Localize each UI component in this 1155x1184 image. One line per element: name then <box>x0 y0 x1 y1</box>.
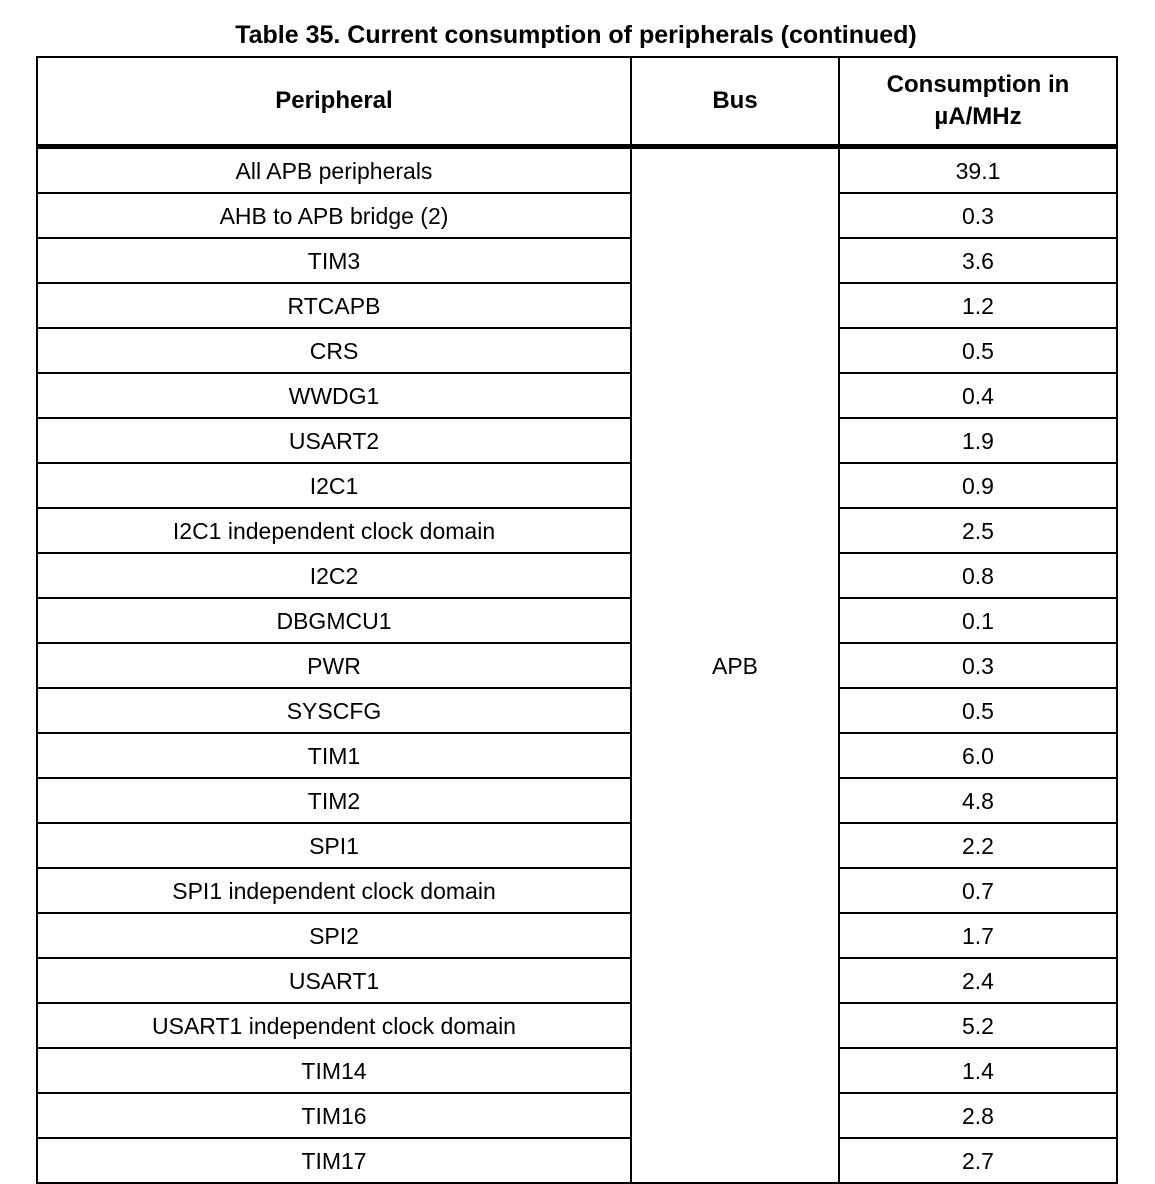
table-row <box>37 643 1117 688</box>
header-consumption: Consumption in µA/MHz <box>839 57 1117 147</box>
table-row <box>37 508 1117 553</box>
table-row <box>37 193 1117 238</box>
peripheral-cell: TIM2 <box>37 778 631 823</box>
consumption-cell: 0.5 <box>839 688 1117 733</box>
consumption-cell: 2.2 <box>839 823 1117 868</box>
peripheral-cell: TIM3 <box>37 238 631 283</box>
peripheral-cell: USART1 independent clock domain <box>37 1003 631 1048</box>
table-row <box>37 238 1117 283</box>
peripheral-cell: TIM14 <box>37 1048 631 1093</box>
table-row <box>37 958 1117 1003</box>
consumption-cell: 0.9 <box>839 463 1117 508</box>
table-body <box>37 147 1117 1184</box>
consumption-cell: 1.4 <box>839 1048 1117 1093</box>
table-row <box>37 1138 1117 1183</box>
peripheral-cell: TIM1 <box>37 733 631 778</box>
consumption-cell: 2.5 <box>839 508 1117 553</box>
consumption-cell: 2.7 <box>839 1138 1117 1183</box>
table-row <box>37 1003 1117 1048</box>
peripheral-cell: SPI2 <box>37 913 631 958</box>
table-caption: Table 35. Current consumption of peripherals (continued) <box>235 21 917 49</box>
table-row <box>37 553 1117 598</box>
peripheral-cell: I2C1 <box>37 463 631 508</box>
consumption-cell: 4.8 <box>839 778 1117 823</box>
peripheral-cell: SYSCFG <box>37 688 631 733</box>
table-row <box>37 598 1117 643</box>
table-row <box>37 778 1117 823</box>
table-row <box>37 688 1117 733</box>
peripheral-cell: All APB peripherals <box>37 147 631 194</box>
table-row <box>37 733 1117 778</box>
table-row <box>37 147 1117 194</box>
peripheral-cell: SPI1 <box>37 823 631 868</box>
peripheral-cell: SPI1 independent clock domain <box>37 868 631 913</box>
consumption-cell: 39.1 <box>839 147 1117 194</box>
peripheral-cell: CRS <box>37 328 631 373</box>
peripheral-cell: USART1 <box>37 958 631 1003</box>
consumption-cell: 3.6 <box>839 238 1117 283</box>
peripheral-cell: RTCAPB <box>37 283 631 328</box>
table-row <box>37 913 1117 958</box>
header-row <box>37 57 1117 147</box>
table-row <box>37 1048 1117 1093</box>
consumption-cell: 0.1 <box>839 598 1117 643</box>
consumption-cell: 0.7 <box>839 868 1117 913</box>
table-row <box>37 868 1117 913</box>
table-row <box>37 328 1117 373</box>
bus-cell: APB <box>631 147 839 1184</box>
consumption-cell: 0.8 <box>839 553 1117 598</box>
consumption-table <box>36 56 1118 1184</box>
table-row <box>37 1093 1117 1138</box>
header-peripheral: Peripheral <box>37 57 631 147</box>
table-row <box>37 418 1117 463</box>
consumption-cell: 0.5 <box>839 328 1117 373</box>
table-row <box>37 373 1117 418</box>
consumption-cell: 2.8 <box>839 1093 1117 1138</box>
consumption-cell: 0.3 <box>839 643 1117 688</box>
consumption-cell: 5.2 <box>839 1003 1117 1048</box>
consumption-cell: 2.4 <box>839 958 1117 1003</box>
peripheral-cell: I2C2 <box>37 553 631 598</box>
peripheral-cell: AHB to APB bridge (2) <box>37 193 631 238</box>
table-row <box>37 823 1117 868</box>
consumption-cell: 1.7 <box>839 913 1117 958</box>
peripheral-cell: TIM16 <box>37 1093 631 1138</box>
peripheral-cell: PWR <box>37 643 631 688</box>
consumption-cell: 1.2 <box>839 283 1117 328</box>
consumption-cell: 0.3 <box>839 193 1117 238</box>
consumption-cell: 1.9 <box>839 418 1117 463</box>
consumption-cell: 0.4 <box>839 373 1117 418</box>
consumption-cell: 6.0 <box>839 733 1117 778</box>
table-row <box>37 463 1117 508</box>
header-bus: Bus <box>631 57 839 147</box>
peripheral-cell: I2C1 independent clock domain <box>37 508 631 553</box>
peripheral-cell: USART2 <box>37 418 631 463</box>
table-row <box>37 283 1117 328</box>
peripheral-cell: DBGMCU1 <box>37 598 631 643</box>
peripheral-cell: WWDG1 <box>37 373 631 418</box>
peripheral-cell: TIM17 <box>37 1138 631 1183</box>
